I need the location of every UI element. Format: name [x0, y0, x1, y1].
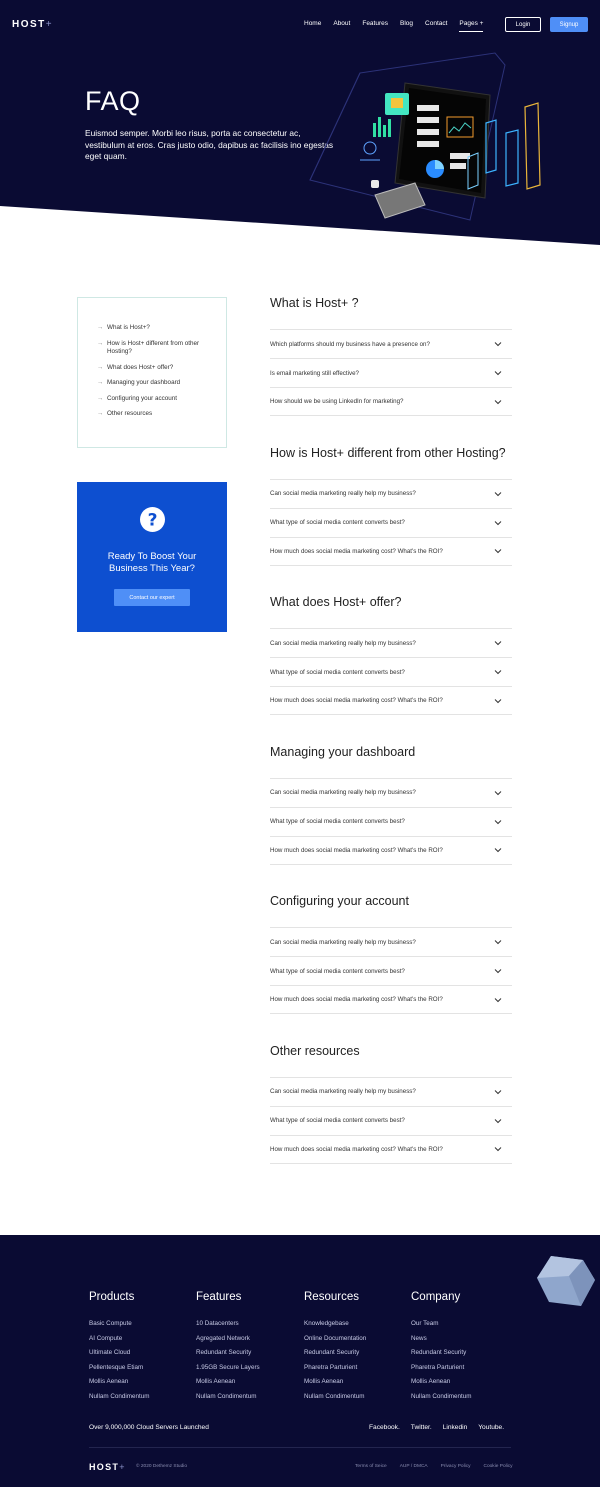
faq-question-text: What type of social media content converts best? — [270, 668, 405, 676]
arrow-right-icon: → — [97, 379, 104, 386]
faq-question[interactable] — [270, 686, 512, 715]
footer-link[interactable]: Pharetra Parturient — [411, 1363, 465, 1371]
footer-column-features — [196, 1291, 296, 1407]
cta-card — [77, 482, 227, 632]
hero-section — [0, 0, 600, 245]
chevron-down-icon — [493, 817, 503, 827]
faq-question[interactable] — [270, 956, 512, 985]
footer-link[interactable]: Mollis Aenean — [196, 1378, 236, 1385]
cta-title: Ready To Boost Your Business This Year? — [107, 551, 197, 574]
faq-question[interactable] — [270, 479, 512, 508]
chevron-down-icon — [493, 339, 503, 349]
faq-question-text: What type of social media content converts best? — [270, 1117, 405, 1124]
toc-item-resources[interactable] — [97, 410, 217, 419]
faq-section — [270, 595, 512, 745]
chevron-down-icon — [493, 489, 503, 499]
faq-question-text: Can social media marketing really help my business? — [270, 1088, 416, 1095]
toc-item-different[interactable] — [97, 340, 217, 357]
cube-decoration-icon — [537, 1256, 595, 1306]
chevron-down-icon — [493, 667, 503, 677]
footer-divider — [89, 1447, 511, 1448]
nav-blog[interactable]: Blog — [400, 20, 414, 27]
footer-link[interactable]: AI Compute — [89, 1334, 123, 1342]
faq-question-text: How much does social media marketing cost? What's the ROI? — [270, 996, 443, 1003]
contact-expert-button[interactable]: Contact our expert — [114, 589, 190, 606]
legal-terms[interactable]: Terms of Seice — [355, 1464, 387, 1469]
toc-item-offer[interactable] — [97, 364, 217, 373]
faq-question-text: Can social media marketing really help my business? — [270, 789, 416, 796]
toc-item-label: How is Host+ different from other Hosting? — [107, 339, 200, 355]
page-title: FAQ — [85, 86, 141, 116]
faq-section-title: What does Host+ offer? — [270, 595, 402, 609]
chevron-down-icon — [493, 788, 503, 798]
arrow-right-icon: → — [97, 394, 104, 402]
faq-section — [270, 745, 512, 895]
toc-item-label: Other resources — [107, 410, 153, 417]
arrow-right-icon: → — [97, 324, 104, 331]
hero-diagonal-edge — [0, 0, 600, 245]
faq-section-title: Managing your dashboard — [270, 744, 416, 759]
faq-question[interactable] — [270, 329, 512, 358]
footer-link[interactable]: 1.95GB Secure Layers — [196, 1363, 260, 1371]
footer-link[interactable]: Our Team — [411, 1320, 439, 1327]
faq-question[interactable] — [270, 807, 512, 836]
arrow-right-icon: → — [97, 363, 104, 371]
faq-question[interactable] — [270, 778, 512, 807]
faq-question-text: What type of social media content converts best? — [270, 967, 405, 975]
faq-question-text: What type of social media content converts best? — [270, 519, 405, 526]
footer-link[interactable]: Basic Compute — [89, 1320, 132, 1327]
hero-description: Euismod semper. Morbi leo risus, porta ac consectetur ac, vestibulum at eros. Cras justo odio, dapibus ac facilisis ino egestas eget quam. — [85, 128, 334, 161]
chevron-down-icon — [493, 995, 503, 1005]
faq-section — [270, 1044, 512, 1194]
social-facebook[interactable]: Facebook. — [369, 1424, 400, 1431]
nav-contact[interactable]: Contact — [425, 20, 448, 27]
faq-section — [270, 296, 512, 446]
login-button[interactable]: Login — [505, 17, 541, 32]
chevron-down-icon — [493, 638, 503, 648]
chevron-down-icon — [493, 1087, 503, 1097]
toc-item-label: Configuring your account — [107, 394, 178, 402]
footer-column-company — [411, 1291, 511, 1407]
faq-question[interactable] — [270, 1135, 512, 1164]
toc-item-dashboard[interactable] — [97, 379, 217, 388]
footer-link[interactable]: Ultimate Cloud — [89, 1349, 131, 1356]
footer-link[interactable]: 10 Datacenters — [196, 1320, 239, 1327]
social-links — [369, 1424, 515, 1431]
faq-section — [270, 894, 512, 1044]
footer-link[interactable]: Nullam Condimentum — [89, 1392, 150, 1400]
footer-column-title: Resources — [304, 1291, 359, 1303]
footer-logo-plus: + — [119, 1462, 126, 1472]
faq-section-title: How is Host+ different from other Hosting? — [270, 445, 506, 460]
footer-link[interactable]: Nullam Condimentum — [196, 1392, 257, 1400]
footer-logo-text: HOST — [89, 1462, 120, 1472]
faq-question[interactable] — [270, 927, 512, 956]
servers-launched-text: Over 9,000,000 Cloud Servers Launched — [89, 1424, 209, 1431]
faq-question-text: How much does social media marketing cost? What's the ROI? — [270, 547, 443, 555]
faq-section-title: What is Host+ ? — [270, 296, 359, 310]
chevron-down-icon — [493, 397, 503, 407]
faq-question-text: How much does social media marketing cost? What's the ROI? — [270, 846, 443, 854]
faq-section-title: Other resources — [270, 1043, 360, 1058]
nav-about[interactable]: About — [333, 20, 351, 27]
logo-plus: + — [45, 19, 54, 30]
chevron-down-icon — [493, 546, 503, 556]
legal-privacy[interactable]: Privacy Policy — [440, 1464, 471, 1469]
faq-question[interactable] — [270, 836, 512, 865]
footer-link[interactable]: Redundant Security — [411, 1349, 467, 1356]
chevron-down-icon — [493, 368, 503, 378]
faq-section — [270, 446, 512, 596]
toc-item-what-is[interactable] — [97, 324, 217, 333]
social-twitter[interactable]: Twitter. — [410, 1424, 432, 1431]
footer-link[interactable]: Nullam Condimentum — [304, 1392, 365, 1400]
legal-cookie[interactable]: Cookie Policy — [483, 1464, 513, 1469]
logo-text: HOST — [12, 19, 46, 30]
chevron-down-icon — [493, 937, 503, 947]
faq-question[interactable] — [270, 1106, 512, 1135]
faq-question[interactable] — [270, 537, 512, 566]
footer-link[interactable]: Knowledgebase — [304, 1320, 349, 1327]
footer-link[interactable]: Mollis Aenean — [304, 1378, 344, 1385]
nav-home[interactable]: Home — [304, 20, 322, 27]
footer-column-title: Products — [89, 1291, 135, 1303]
toc-item-label: What is Host+? — [107, 324, 150, 331]
social-linkedin[interactable]: Linkedin — [442, 1424, 468, 1431]
footer-column-title: Features — [196, 1291, 242, 1303]
faq-question-text: How much does social media marketing cost? What's the ROI? — [270, 697, 443, 704]
legal-aup[interactable]: AUP / DMCA — [399, 1464, 428, 1469]
toc-item-label: What does Host+ offer? — [107, 363, 174, 371]
social-youtube[interactable]: Youtube. — [478, 1424, 505, 1431]
footer-link[interactable]: Mollis Aenean — [411, 1378, 451, 1385]
question-circle-icon — [140, 507, 165, 532]
faq-question-text: Can social media marketing really help my business? — [270, 639, 416, 647]
faq-question-text: Is email marketing still effective? — [270, 369, 359, 377]
faq-question[interactable] — [270, 657, 512, 686]
footer-logo[interactable] — [89, 1462, 126, 1472]
footer-link[interactable]: News — [411, 1334, 427, 1342]
faq-question-text: How much does social media marketing cost? What's the ROI? — [270, 1145, 443, 1153]
chevron-down-icon — [493, 845, 503, 855]
footer-link[interactable]: Nullam Condimentum — [411, 1392, 472, 1400]
footer — [0, 1235, 600, 1487]
chevron-down-icon — [493, 966, 503, 976]
copyright: © 2020 Dethemz Studio — [136, 1464, 187, 1469]
faq-table-of-contents — [77, 297, 227, 448]
footer-link[interactable]: Pellentesque Etiam — [89, 1363, 144, 1371]
toc-item-label: Managing your dashboard — [107, 379, 181, 386]
faq-question-text: How should we be using LinkedIn for marketing? — [270, 398, 404, 405]
faq-question-text: Can social media marketing really help my business? — [270, 490, 416, 497]
footer-link[interactable]: Redundant Security — [196, 1349, 252, 1356]
faq-question-text: Which platforms should my business have a presence on? — [270, 340, 430, 348]
chevron-down-icon — [493, 1116, 503, 1126]
faq-section-title: Configuring your account — [270, 894, 409, 908]
svg-text:?: ? — [147, 510, 158, 531]
nav-features[interactable]: Features — [362, 20, 388, 27]
chevron-down-icon — [493, 1144, 503, 1154]
faq-question[interactable] — [270, 508, 512, 537]
faq-question-text: Can social media marketing really help my business? — [270, 938, 416, 946]
faq-question[interactable] — [270, 628, 512, 657]
chevron-down-icon — [493, 518, 503, 528]
legal-links — [355, 1464, 526, 1469]
faq-question-text: What type of social media content converts best? — [270, 818, 405, 825]
toc-item-account[interactable] — [97, 395, 217, 404]
footer-link[interactable]: Mollis Aenean — [89, 1378, 129, 1385]
nav-pages[interactable]: Pages + — [459, 20, 483, 32]
faq-question[interactable] — [270, 358, 512, 387]
chevron-down-icon — [493, 696, 503, 706]
footer-column-products — [89, 1291, 189, 1407]
faq-list — [270, 296, 512, 1193]
arrow-right-icon: → — [97, 410, 104, 417]
footer-column-resources — [304, 1291, 404, 1407]
footer-link[interactable]: Pharetra Parturient — [304, 1363, 358, 1371]
footer-link[interactable]: Redundant Security — [304, 1349, 360, 1356]
footer-link[interactable]: Agregated Network — [196, 1334, 250, 1342]
signup-button[interactable]: Signup — [550, 17, 588, 32]
faq-question[interactable] — [270, 387, 512, 416]
footer-column-title: Company — [411, 1291, 461, 1303]
faq-question[interactable] — [270, 985, 512, 1014]
arrow-right-icon: → — [97, 339, 104, 347]
footer-link[interactable]: Online Documentation — [304, 1334, 367, 1342]
faq-question[interactable] — [270, 1077, 512, 1106]
